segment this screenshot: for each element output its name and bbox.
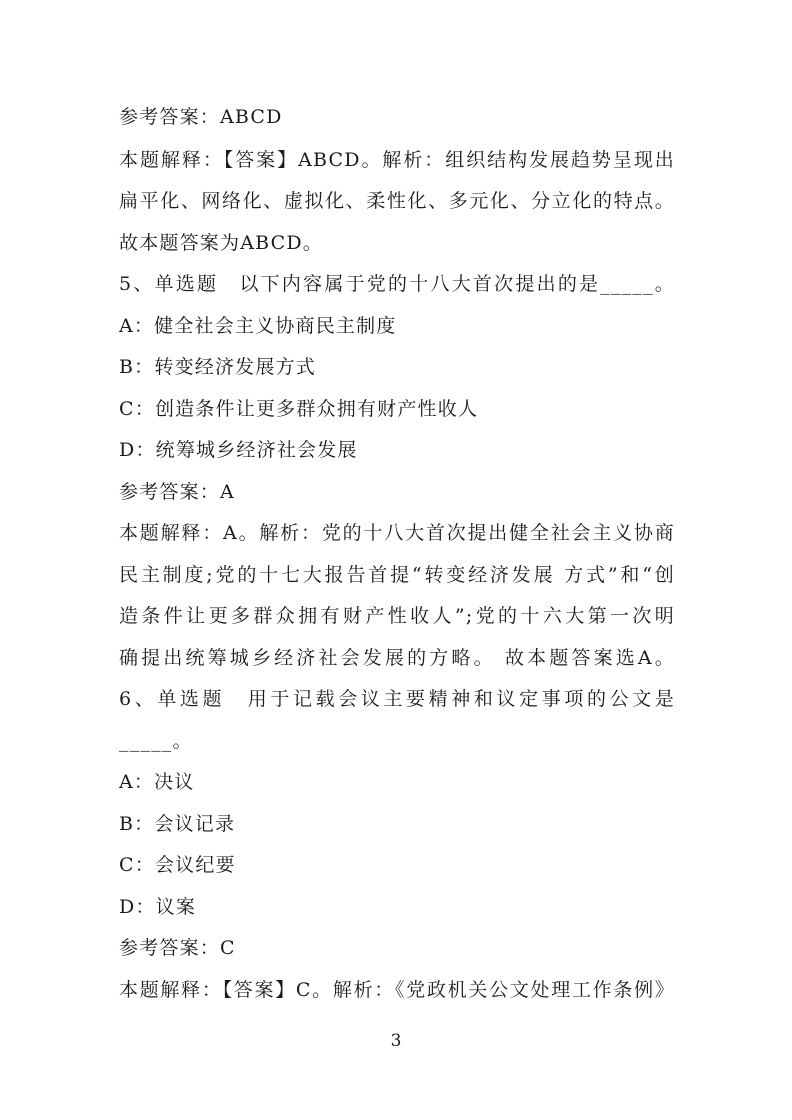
explanation-line-q4-3: 故本题答案为ABCD。 [119, 232, 324, 254]
explanation-line-q5-1: 本题解释：A。解析：党的十八大首次提出健全社会主义协商 [119, 522, 675, 544]
question-6-stem: 6、单选题 用于记载会议主要精神和议定事项的公文是 [119, 688, 675, 710]
explanation-line-q5-3: 造条件让更多群众拥有财产性收人”;党的十六大第一次明 [119, 605, 675, 627]
explanation-line-q4-1: 本题解释：【答案】ABCD。解析：组织结构发展趋势呈现出 [119, 149, 675, 171]
answer-line-q4: 参考答案：ABCD [119, 106, 283, 128]
question-5-option-a: A：健全社会主义协商民主制度 [119, 315, 397, 337]
question-6-option-b: B：会议记录 [119, 813, 236, 835]
explanation-line-q5-4: 确提出统筹城乡经济社会发展的方略。 故本题答案选A。 [119, 647, 675, 669]
answer-line-q5: 参考答案：A [119, 481, 235, 503]
explanation-line-q5-2: 民主制度;党的十七大报告首提“转变经济发展 方式”和“创 [119, 564, 675, 586]
answer-line-q6: 参考答案：C [119, 937, 236, 959]
question-6-option-c: C：会议纪要 [119, 854, 236, 876]
question-5-stem: 5、单选题 以下内容属于党的十八大首次提出的是_____。 [119, 273, 675, 295]
explanation-line-q4-2: 扁平化、网络化、虚拟化、柔性化、多元化、分立化的特点。 [119, 190, 675, 212]
question-6-option-d: D：议案 [119, 896, 197, 918]
question-5-option-c: C：创造条件让更多群众拥有财产性收人 [119, 398, 479, 420]
question-5-option-d: D：统筹城乡经济社会发展 [119, 439, 358, 461]
explanation-line-q6-1: 本题解释：【答案】C。解析：《党政机关公文处理工作条例》 [119, 979, 675, 1001]
question-6-option-a: A：决议 [119, 771, 195, 793]
question-6-stem-blank: _____。 [119, 730, 193, 752]
page-number: 3 [390, 1031, 402, 1051]
question-5-option-b: B：转变经济发展方式 [119, 356, 316, 378]
